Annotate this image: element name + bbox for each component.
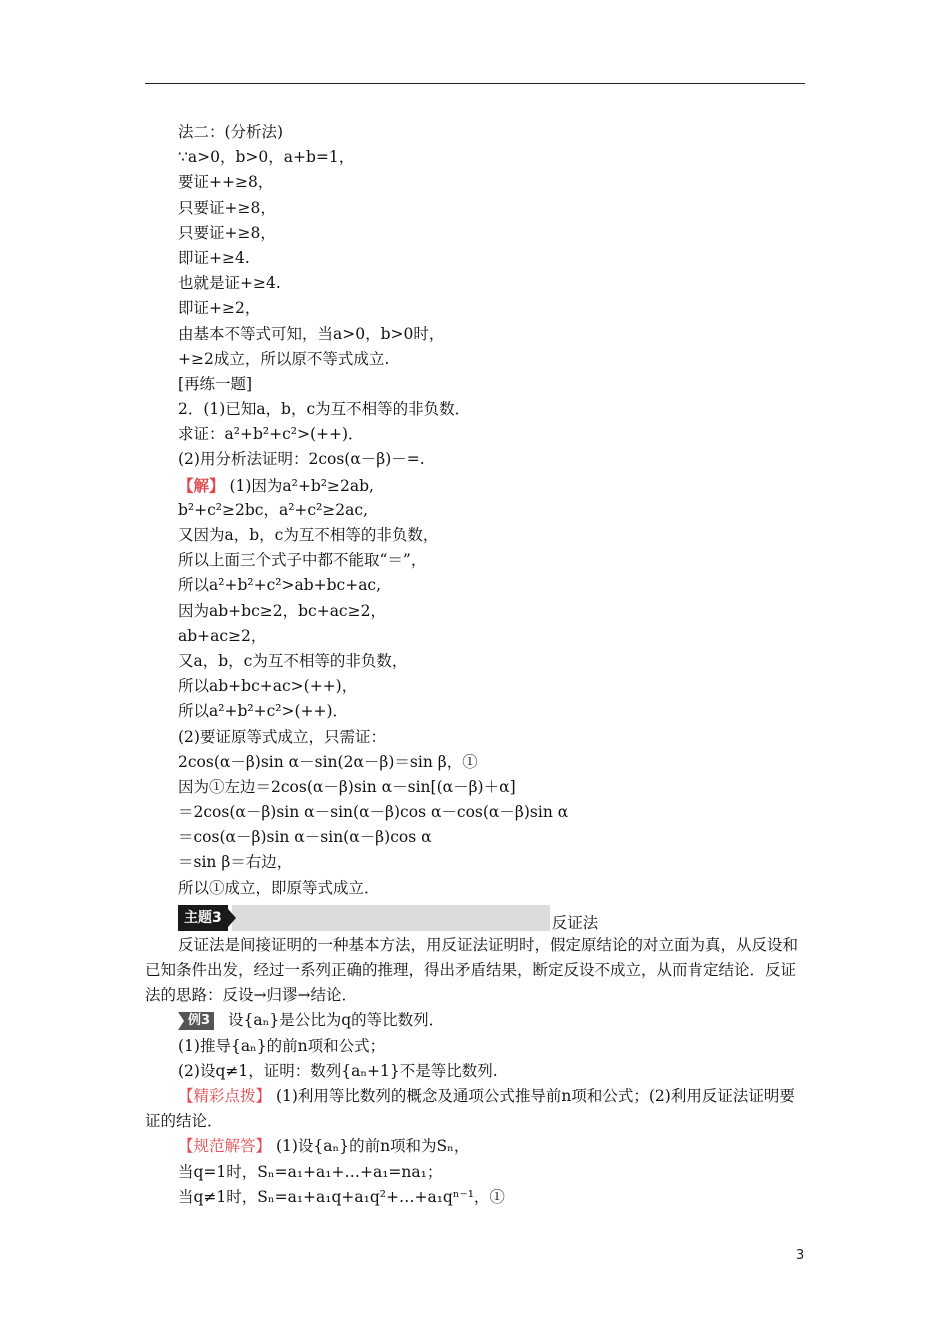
text-line: 只要证+≥8， — [178, 223, 276, 242]
topic-title: 反证法 — [551, 913, 599, 932]
text-line: 2cos(α－β)sin α－sin(2α－β)＝sin β，① — [178, 752, 478, 771]
solve-text: (1)因为a²+b²≥2ab, — [224, 476, 374, 495]
text-line: 又a，b，c为互不相等的非负数， — [178, 651, 408, 670]
text-line: 即证+≥2， — [178, 299, 261, 318]
text-line: b²+c²≥2bc，a²+c²≥2ac, — [178, 500, 369, 519]
text-line: 因为ab+bc≥2，bc+ac≥2， — [178, 601, 386, 620]
solution-block — [145, 498, 810, 901]
hint-paragraph — [145, 1084, 810, 1134]
hint-label: 【精彩点拨】 — [178, 1086, 272, 1105]
text-line: 因为①左边＝2cos(α－β)sin α－sin[(α－β)＋α] — [178, 777, 516, 796]
text-line: 法二：(分析法) — [178, 123, 284, 141]
solve-line — [145, 473, 810, 498]
text-line: ＝cos(α－β)sin α－sin(α－β)cos α — [178, 828, 432, 847]
answer-label: 【规范解答】 — [178, 1137, 272, 1156]
text-line: 又因为a，b，c为互不相等的非负数， — [178, 526, 439, 544]
text-line: (2)要证原等式成立，只需证： — [178, 727, 386, 746]
text-line: 所以ab+bc+ac>(++)， — [178, 677, 358, 696]
text-line: 求证：a²+b²+c²>(++)． — [178, 425, 364, 444]
topic-paragraph: 反证法是间接证明的一种基本方法，用反证法证明时，假定原结论的对立面为真，从反设和已知条件出发，经过一系列正确的推理，得出矛盾结果，断定反设不成立，从而肯定结论．反证法的思路：反设→归谬→结论． — [145, 935, 799, 1005]
answer-text: (1)设{aₙ}的前n项和为Sₙ， — [271, 1137, 470, 1156]
text-line: 所以a²+b²+c²>(++)． — [178, 702, 349, 721]
hint-text: (1)利用等比数列的概念及通项公式推导前n项和公式；(2)利用反证法证明要证的结论． — [145, 1086, 795, 1131]
method-two-block — [145, 120, 810, 473]
topic-header — [178, 903, 810, 933]
example-text: 设{aₙ}是公比为q的等比数列． — [228, 1011, 445, 1030]
text-line: 也就是证+≥4. — [178, 274, 281, 293]
example-badge: 例3 — [178, 1012, 214, 1030]
text-line: +≥2成立，所以原不等式成立. — [178, 349, 390, 368]
text-line: 所以上面三个式子中都不能取“＝”， — [178, 551, 427, 570]
text-line: 由基本不等式可知，当a>0，b>0时， — [178, 324, 445, 343]
page-number: 3 — [796, 1248, 805, 1263]
example-parts — [145, 1034, 810, 1084]
text-line: 当q≠1时，Sₙ=a₁+a₁q+a₁q²+…+a₁qⁿ⁻¹，① — [178, 1187, 505, 1206]
header-rule — [145, 83, 805, 84]
text-line: 要证++≥8， — [178, 173, 274, 192]
text-line: 所以a²+b²+c²>ab+bc+ac, — [178, 576, 382, 595]
solve-label: 【解】 — [178, 475, 225, 495]
text-line: 2．(1)已知a，b，c为互不相等的非负数． — [178, 400, 471, 419]
text-line: ∵a>0，b>0，a+b=1， — [178, 148, 355, 167]
text-line: ＝sin β＝右边， — [178, 853, 293, 872]
answer-block — [145, 1160, 810, 1210]
text-line: 即证+≥4. — [178, 248, 250, 267]
text-line: (2)设q≠1，证明：数列{aₙ+1}不是等比数列. — [178, 1061, 498, 1080]
text-line: 当q=1时，Sₙ=a₁+a₁+…+a₁=na₁； — [178, 1162, 443, 1181]
text-line: 只要证+≥8， — [178, 198, 276, 217]
text-line: [再练一题] — [178, 374, 253, 393]
answer-line — [145, 1134, 810, 1159]
text-line: 所以①成立，即原等式成立． — [178, 878, 380, 897]
topic-badge: 主题3 — [178, 905, 228, 931]
text-line: ab+ac≥2， — [178, 626, 267, 645]
example-line — [145, 1008, 810, 1033]
text-line: ＝2cos(α－β)sin α－sin(α－β)cos α－cos(α－β)sin α — [178, 803, 569, 822]
topic-bar — [232, 905, 550, 931]
page-body — [145, 120, 810, 1210]
text-line: (2)用分析法证明：2cos(α－β)－=. — [178, 450, 425, 469]
text-line: (1)推导{aₙ}的前n项和公式； — [178, 1036, 386, 1055]
